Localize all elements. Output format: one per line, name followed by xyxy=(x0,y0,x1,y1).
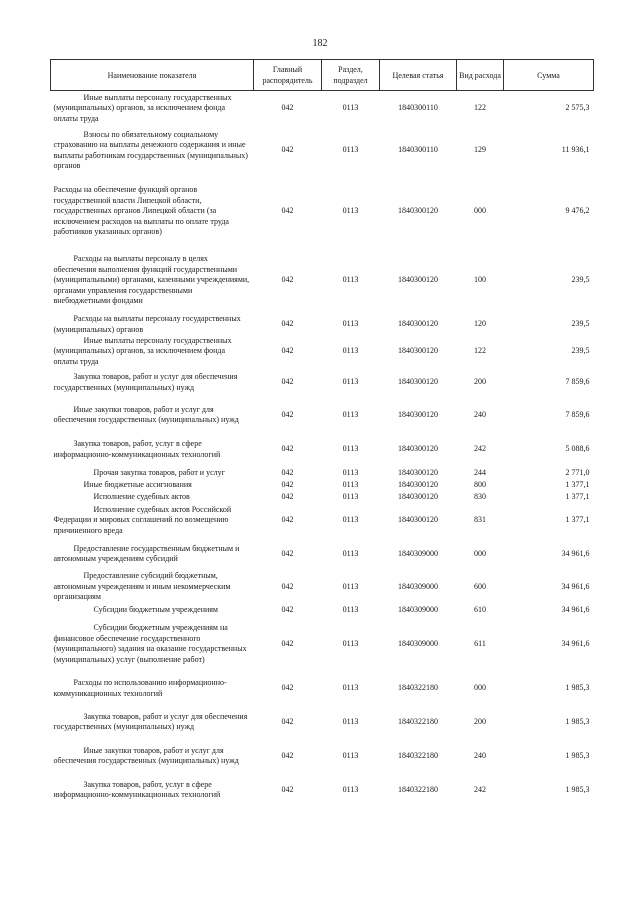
table-row xyxy=(51,739,594,773)
cell-type: 100 xyxy=(474,275,486,285)
cell-target: 1840300120 xyxy=(398,479,438,489)
cell-target: 1840300110 xyxy=(398,145,438,155)
cell-type: 000 xyxy=(474,683,486,693)
cell-sum: 5 088,6 xyxy=(565,444,590,454)
cell-target: 1840300110 xyxy=(398,103,438,112)
cell-name xyxy=(51,705,254,739)
header-section: Раздел, подраздел xyxy=(322,60,380,91)
cell-admin: 042 xyxy=(281,145,294,155)
cell-type: 122 xyxy=(474,346,486,355)
cell-sum: 2 575,3 xyxy=(565,103,590,112)
cell-admin: 042 xyxy=(281,515,294,525)
table-row xyxy=(51,604,594,616)
cell-sum: 1 377,1 xyxy=(565,479,590,489)
cell-sum: 7 859,6 xyxy=(565,409,590,419)
cell-admin: 042 xyxy=(281,467,294,477)
table-row xyxy=(51,491,594,503)
cell-sum: 1 377,1 xyxy=(565,491,590,501)
cell-admin: 042 xyxy=(281,377,294,387)
cell-target: 1840300120 xyxy=(398,515,438,525)
cell-sum: 2 771,0 xyxy=(565,467,590,477)
cell-name xyxy=(51,616,254,672)
cell-admin: 042 xyxy=(281,683,294,693)
cell-sum: 1 985,3 xyxy=(565,784,590,794)
cell-name xyxy=(51,432,254,467)
cell-target: 1840300120 xyxy=(398,346,438,355)
cell-sum: 11 936,1 xyxy=(561,145,590,155)
cell-target: 1840309000 xyxy=(398,638,438,648)
cell-admin: 042 xyxy=(281,409,294,419)
cell-admin: 042 xyxy=(281,346,294,355)
row-name-text: Закупка товаров, работ и услуг для обеспечения государственных (муниципальных) нужд xyxy=(53,372,238,392)
row-name-text: Расходы на выплаты персоналу государственных (муниципальных) органов xyxy=(53,314,241,334)
cell-sum: 239,5 xyxy=(571,346,590,355)
cell-name xyxy=(51,367,254,398)
cell-sum: 1 985,3 xyxy=(565,716,590,726)
table-body xyxy=(51,91,594,808)
cell-name xyxy=(51,248,254,314)
table-row xyxy=(51,672,594,705)
cell-type: 200 xyxy=(474,716,486,726)
cell-section: 0113 xyxy=(342,638,359,648)
cell-section: 0113 xyxy=(342,275,359,285)
cell-section: 0113 xyxy=(342,103,359,112)
cell-name xyxy=(51,479,254,491)
table-row xyxy=(51,176,594,248)
cell-name xyxy=(51,314,254,336)
row-name-text: Исполнение судебных актов xyxy=(93,491,190,501)
cell-sum: 34 961,6 xyxy=(561,638,590,648)
cell-name xyxy=(51,773,254,807)
header-sum: Сумма xyxy=(504,60,594,91)
table-row xyxy=(51,479,594,491)
cell-admin: 042 xyxy=(281,206,294,216)
cell-section: 0113 xyxy=(342,377,359,387)
table-row xyxy=(51,314,594,336)
row-name-text: Закупка товаров, работ, услуг в сфере информационно-коммуникационных технологий xyxy=(53,439,221,459)
cell-target: 1840300120 xyxy=(398,377,438,387)
table-row xyxy=(51,432,594,467)
row-name-text: Иные закупки товаров, работ и услуг для обеспечения государственных (муниципальных) нужд xyxy=(53,745,239,765)
cell-target: 1840322180 xyxy=(398,784,438,794)
header-type: Вид расхода xyxy=(457,60,504,91)
cell-section: 0113 xyxy=(342,581,359,591)
cell-section: 0113 xyxy=(342,346,359,355)
cell-sum: 7 859,6 xyxy=(565,377,590,387)
cell-type: 129 xyxy=(474,145,486,155)
cell-admin: 042 xyxy=(281,479,294,489)
cell-section: 0113 xyxy=(342,491,359,501)
cell-admin: 042 xyxy=(281,103,294,112)
cell-target: 1840300120 xyxy=(398,319,438,329)
row-name-text: Иные бюджетные ассигнования xyxy=(83,479,192,489)
row-name-text: Взносы по обязательному социальному страхованию на выплаты денежного содержания и иные выплаты работникам государственных (муниципальных) органов xyxy=(53,129,248,170)
cell-type: 611 xyxy=(474,638,486,648)
cell-sum: 1 377,1 xyxy=(565,515,590,525)
cell-section: 0113 xyxy=(342,409,359,419)
table-row xyxy=(51,126,594,176)
cell-target: 1840309000 xyxy=(398,548,438,558)
cell-section: 0113 xyxy=(342,548,359,558)
cell-target: 1840300120 xyxy=(398,491,438,501)
cell-section: 0113 xyxy=(342,206,359,216)
cell-section: 0113 xyxy=(342,145,359,155)
table-row xyxy=(51,705,594,739)
cell-type: 242 xyxy=(474,784,486,794)
cell-target: 1840322180 xyxy=(398,683,438,693)
row-name-text: Закупка товаров, работ, услуг в сфере информационно-коммуникационных технологий xyxy=(53,779,221,799)
cell-section: 0113 xyxy=(342,479,359,489)
cell-sum: 1 985,3 xyxy=(565,750,590,760)
table-row xyxy=(51,367,594,398)
cell-target: 1840300120 xyxy=(398,206,438,216)
cell-name xyxy=(51,672,254,705)
cell-admin: 042 xyxy=(281,581,294,591)
cell-name xyxy=(51,176,254,248)
cell-sum: 34 961,6 xyxy=(561,581,590,591)
row-name-text: Расходы на выплаты персоналу в целях обеспечения выполнения функций государственными (муниципальными) органами, казенными учреждениями, органами управления государственными внебюджетными фондами xyxy=(53,254,250,306)
cell-admin: 042 xyxy=(281,444,294,454)
cell-section: 0113 xyxy=(342,604,359,614)
cell-type: 200 xyxy=(474,377,486,387)
cell-type: 000 xyxy=(474,548,486,558)
cell-admin: 042 xyxy=(281,784,294,794)
cell-name xyxy=(51,491,254,503)
table-row xyxy=(51,773,594,807)
cell-type: 122 xyxy=(474,103,486,112)
cell-type: 244 xyxy=(474,467,486,477)
cell-name xyxy=(51,538,254,570)
cell-sum: 34 961,6 xyxy=(561,604,590,614)
cell-name xyxy=(51,398,254,432)
cell-admin: 042 xyxy=(281,275,294,285)
cell-sum: 239,5 xyxy=(571,319,590,329)
cell-name xyxy=(51,604,254,616)
row-name-text: Исполнение судебных актов Российской Федерации и мировых соглашений по возмещению причиненного вреда xyxy=(53,504,232,535)
table-row xyxy=(51,248,594,314)
cell-admin: 042 xyxy=(281,638,294,648)
cell-section: 0113 xyxy=(342,319,359,329)
table-header-row xyxy=(51,60,594,91)
header-target: Целевая статья xyxy=(380,60,457,91)
cell-name xyxy=(51,467,254,479)
cell-type: 000 xyxy=(474,206,486,216)
cell-name xyxy=(51,126,254,176)
header-admin: Главный распорядитель xyxy=(254,60,322,91)
table-row xyxy=(51,336,594,368)
table-row xyxy=(51,616,594,672)
cell-target: 1840300120 xyxy=(398,467,438,477)
budget-table xyxy=(50,59,594,807)
cell-type: 830 xyxy=(474,491,486,501)
table-row xyxy=(51,503,594,538)
cell-admin: 042 xyxy=(281,319,294,329)
cell-type: 120 xyxy=(474,319,486,329)
cell-section: 0113 xyxy=(342,683,359,693)
table-row xyxy=(51,570,594,604)
cell-type: 610 xyxy=(474,604,486,614)
cell-admin: 042 xyxy=(281,604,294,614)
table-row xyxy=(51,91,594,126)
page-number: 182 xyxy=(312,38,328,49)
row-name-text: Субсидии бюджетным учреждениям на финансовое обеспечение государственного (муниципального) задания на оказание государственных (муниципальных) услуг (выполнение работ) xyxy=(53,623,247,664)
cell-target: 1840309000 xyxy=(398,581,438,591)
cell-target: 1840309000 xyxy=(398,604,438,614)
row-name-text: Иные выплаты персоналу государственных (муниципальных) органов, за исключением фонда оплаты труда xyxy=(53,92,232,123)
cell-section: 0113 xyxy=(342,784,359,794)
table-row xyxy=(51,467,594,479)
cell-sum: 1 985,3 xyxy=(565,683,590,693)
cell-type: 240 xyxy=(474,409,486,419)
cell-sum: 9 476,2 xyxy=(565,206,590,216)
cell-name xyxy=(51,91,254,126)
cell-target: 1840300120 xyxy=(398,275,438,285)
cell-admin: 042 xyxy=(281,491,294,501)
cell-admin: 042 xyxy=(281,548,294,558)
row-name-text: Закупка товаров, работ и услуг для обеспечения государственных (муниципальных) нужд xyxy=(53,711,248,731)
cell-target: 1840322180 xyxy=(398,716,438,726)
cell-type: 240 xyxy=(474,750,486,760)
row-name-text: Предоставление субсидий бюджетным, автономным учреждениям и иным некоммерческим организациям xyxy=(53,571,231,602)
table-row xyxy=(51,398,594,432)
table-row xyxy=(51,538,594,570)
cell-type: 831 xyxy=(474,515,486,525)
cell-admin: 042 xyxy=(281,750,294,760)
cell-name xyxy=(51,739,254,773)
cell-type: 242 xyxy=(474,444,486,454)
cell-section: 0113 xyxy=(342,444,359,454)
cell-section: 0113 xyxy=(342,467,359,477)
cell-sum: 239,5 xyxy=(571,275,590,285)
cell-target: 1840300120 xyxy=(398,409,438,419)
row-name-text: Иные закупки товаров, работ и услуг для обеспечения государственных (муниципальных) нужд xyxy=(53,404,239,424)
row-name-text: Субсидии бюджетным учреждениям xyxy=(93,604,218,614)
cell-name xyxy=(51,570,254,604)
cell-name xyxy=(51,503,254,538)
row-name-text: Прочая закупка товаров, работ и услуг xyxy=(93,467,225,477)
cell-target: 1840322180 xyxy=(398,750,438,760)
cell-sum: 34 961,6 xyxy=(561,548,590,558)
row-name-text: Предоставление государственным бюджетным и автономным учреждениям субсидий xyxy=(53,543,240,563)
cell-type: 800 xyxy=(474,479,486,489)
cell-type: 600 xyxy=(474,581,486,591)
row-name-text: Расходы на обеспечение функций органов государственной власти Липецкой области, государственных органов Липецкой области (за исключением расходов на выплаты по оплате труда работников указанных органов) xyxy=(53,185,229,237)
cell-target: 1840300120 xyxy=(398,444,438,454)
cell-name xyxy=(51,336,254,368)
cell-section: 0113 xyxy=(342,750,359,760)
row-name-text: Иные выплаты персоналу государственных (муниципальных) органов, за исключением фонда оплаты труда xyxy=(53,335,232,366)
cell-section: 0113 xyxy=(342,515,359,525)
header-name: Наименование показателя xyxy=(51,60,254,91)
cell-section: 0113 xyxy=(342,716,359,726)
cell-admin: 042 xyxy=(281,716,294,726)
row-name-text: Расходы по использованию информационно-коммуникационных технологий xyxy=(53,678,227,698)
